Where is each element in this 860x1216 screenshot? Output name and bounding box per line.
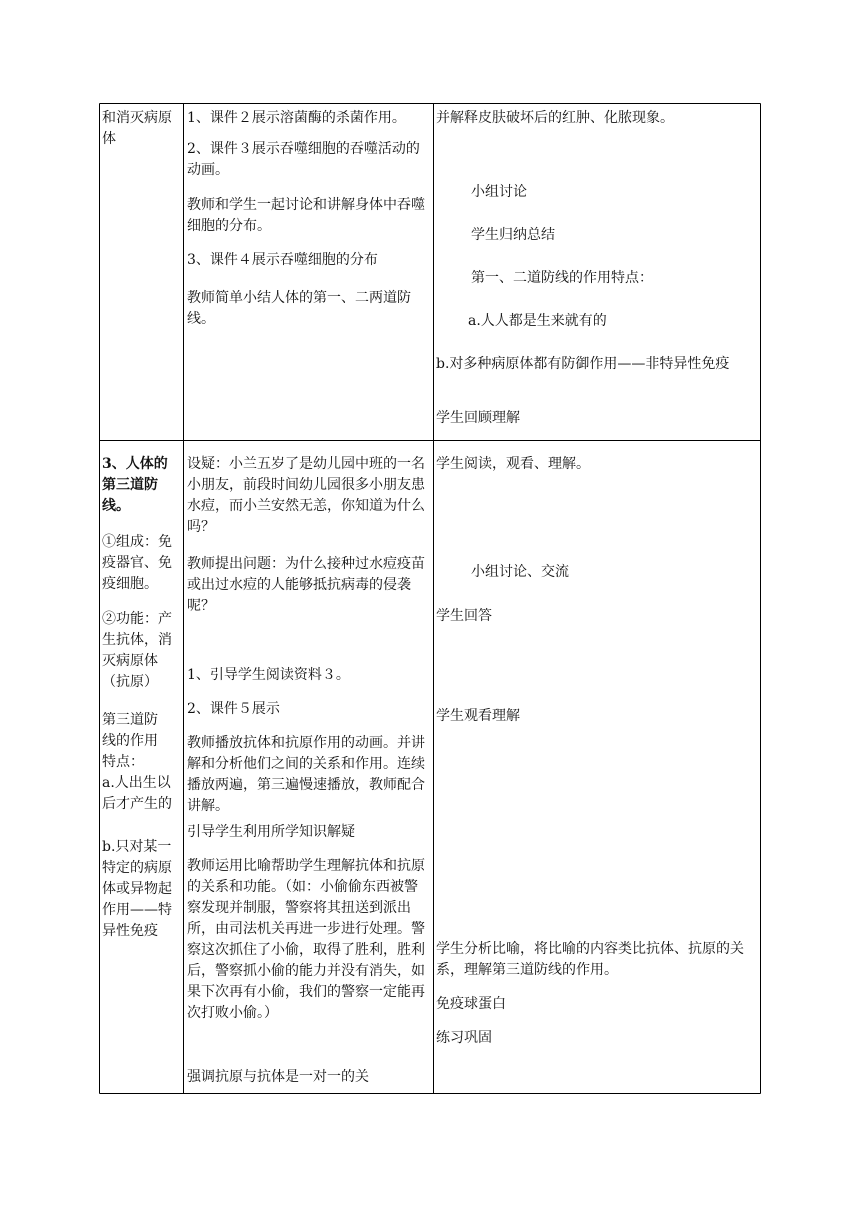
row2-col3	[435, 442, 759, 1092]
cell-text: 1、课件２展示溶菌酶的杀菌作用。	[187, 110, 406, 126]
cell-text: 和消灭病原体	[102, 110, 172, 147]
cell-text: 第一、二道防线的作用特点：	[471, 270, 653, 286]
cell-text: 3、课件４展示吞噬细胞的分布	[187, 252, 378, 268]
cell-text: 免疫球蛋白	[436, 996, 506, 1012]
cell-text: 并解释皮肤破坏后的红肿、化脓现象。	[436, 110, 674, 126]
cell-text: 小组讨论	[471, 184, 527, 200]
section-heading: 3、人体的第三道防线。	[102, 456, 168, 514]
cell-text: 教师运用比喻帮助学生理解抗体和抗原的关系和功能。（如：小偷偷东西被警察发现并制服，警察将其扭送到派出所，由司法机关再进一步进行处理。警察这次抓住了小偷，取得了胜利，胜利后，警察抓小偷的能力并没有消失，如果下次再有小偷，我们的警察一定能再次打败小偷。）	[187, 858, 425, 1021]
cell-text: 2、课件５展示	[187, 701, 280, 717]
cell-text: 学生观看理解	[436, 708, 520, 724]
cell-text: b.只对某一特定的病原体或异物起作用——特异性免疫	[102, 839, 172, 939]
cell-text: 1、引导学生阅读资料３。	[187, 667, 350, 683]
cell-text: 设疑：小兰五岁了是幼儿园中班的一名小朋友，前段时间幼儿园很多小朋友患水痘，而小兰安然无恙，你知道为什么吗？	[187, 456, 425, 535]
row1-col2	[185, 105, 432, 439]
cell-text: ②功能：产生抗体，消灭病原体（抗原）	[102, 611, 172, 690]
cell-text: a.人出生以后才产生的	[102, 775, 172, 812]
cell-text: 强调抗原与抗体是一对一的关	[187, 1069, 369, 1085]
cell-text: 2、课件３展示吞噬细胞的吞噬活动的动画。	[187, 141, 420, 178]
cell-text: 学生分析比喻，将比喻的内容类比抗体、抗原的关系，理解第三道防线的作用。	[436, 941, 744, 978]
cell-text: 学生阅读，观看、理解。	[436, 456, 590, 472]
row1-col1	[101, 105, 181, 439]
cell-text: 学生回顾理解	[436, 410, 520, 426]
row2-col1	[101, 442, 181, 1092]
cell-text: 教师提出问题：为什么接种过水痘疫苗或出过水痘的人能够抵抗病毒的侵袭呢？	[187, 556, 425, 614]
cell-text: 小组讨论、交流	[471, 564, 569, 580]
cell-text: a.人人都是生来就有的	[468, 313, 607, 329]
cell-text: 引导学生利用所学知识解疑	[187, 824, 355, 840]
cell-text: ①组成：免疫器官、免疫细胞。	[102, 534, 172, 592]
cell-text: 第三道防线的作用特点：	[102, 712, 158, 770]
cell-text: 教师简单小结人体的第一、二两道防线。	[187, 290, 411, 327]
row2-col2	[185, 442, 432, 1092]
cell-text: 学生归纳总结	[471, 227, 555, 243]
cell-text: 练习巩固	[436, 1030, 492, 1046]
cell-text: 教师和学生一起讨论和讲解身体中吞噬细胞的分布。	[187, 197, 425, 234]
row1-col3	[435, 105, 759, 439]
cell-text: 学生回答	[436, 608, 492, 624]
cell-text: 教师播放抗体和抗原作用的动画。并讲解和分析他们之间的关系和作用。连续播放两遍，第三遍慢速播放，教师配合讲解。	[187, 735, 425, 814]
cell-text: b.对多种病原体都有防御作用——非特异性免疫	[436, 356, 730, 372]
